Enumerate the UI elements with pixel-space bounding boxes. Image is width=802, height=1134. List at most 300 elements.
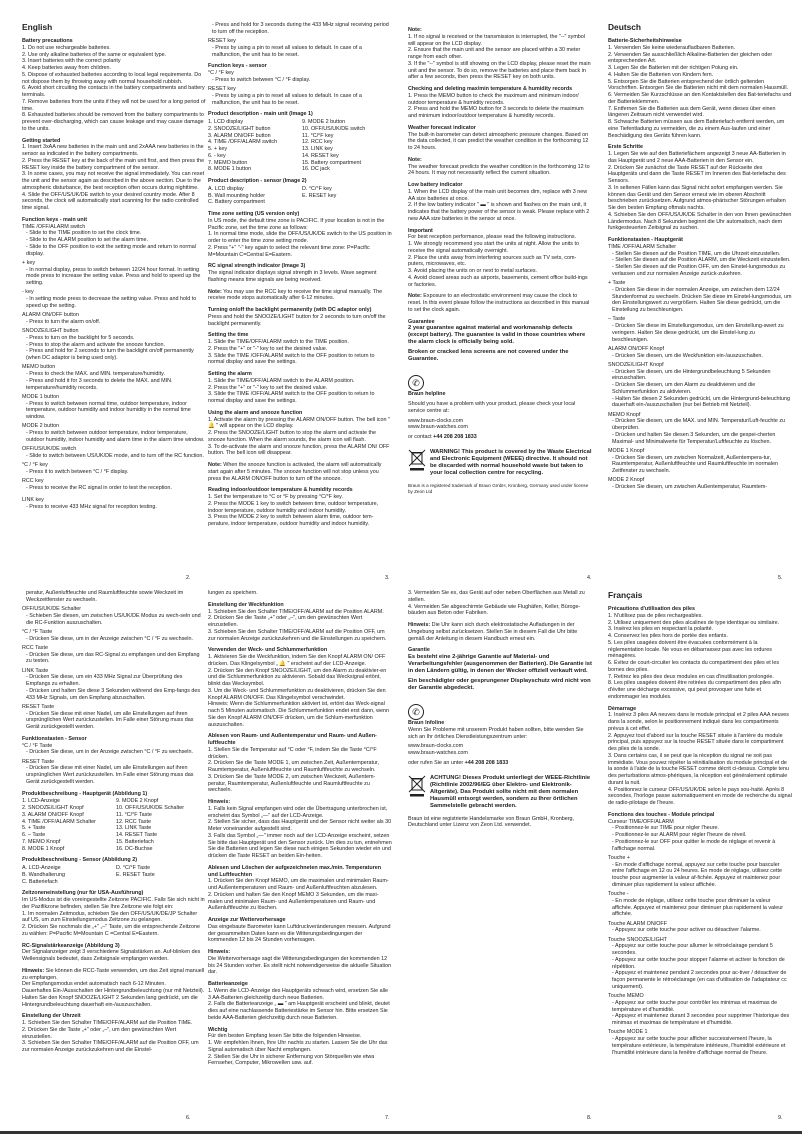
- paragraph: 1. Wir empfehlen Ihnen, Ihre Uhr nachts zu starten. Lassen Sie die Uhr das Signal automatisch über Nacht empfangen.: [208, 1040, 388, 1053]
- parts-list-item: 16. DC-Buchse: [116, 845, 153, 852]
- paragraph: 1. Activate the alarm by pressing the ALARM ON/OFF button. The bell icon " 🔔 " will appear on the LCD display.: [208, 416, 390, 430]
- key-description: - Press and hold for 2 seconds to turn the backlight on/off permanently (when DC adaptor is being used only).: [26, 348, 194, 361]
- page-number: 4.: [587, 575, 592, 581]
- key-description: - Drücken Sie diesen, um die Hintergrundbeleuchtung 5 Sekunden einzuschalten.: [612, 368, 771, 382]
- key-label: Touche MODE 1: [608, 1029, 648, 1036]
- paragraph: 2. Drücken Sie nochmals die „+" „–" Taste, um die entsprechende Zeitzone zu wählen: P=Pacific M=Mountain C =Central E=Eastern.: [22, 924, 200, 937]
- key-description: - Appuyez sur cette touche pour contrôler les minimas et maximas de température et d'humidité.: [612, 999, 778, 1013]
- key-description: - Drücken Sie diese, um ein 433 MHz Signal zur Überprüfung des Empfangs zu erhalten.: [26, 674, 183, 687]
- paragraph: 4. Slide the OFF/US/UK/DE switch to your desired country mode. After 8 seconds, the clock will automatically start scanning for the radio controlled time signal.: [22, 191, 199, 211]
- parts-list-item: D. °C/°F key: [302, 185, 332, 192]
- paragraph: 1. Schieben Sie den Schalter TIME/OFF/ALARM auf die Position ALARM.: [208, 608, 384, 615]
- paragraph: 3. Vermeiden Sie es, das Gerät auf oder neben Oberflächen aus Metall zu stellen.: [408, 590, 585, 603]
- phone-number: +44 208 208 1833: [433, 434, 477, 440]
- section-heading: Einstellung der Uhrzeit: [22, 1013, 81, 1020]
- key-description: - Appuyez et maintenez durant 3 secondes pour supprimer l'historique des minimas et maximas de température et d'humidité.: [612, 1013, 790, 1026]
- key-label: SNOOZE/LIGHT button: [22, 328, 79, 334]
- key-description: - Drücken Sie diese, um in der Anzeige zwischen °C / °F zu wechseln.: [26, 635, 194, 642]
- key-description: - Appuyez sur cette touche pour activer ou désactiver l'alarme.: [612, 927, 761, 934]
- paragraph: 4. Schieben Sie den OFF/US/UK/DE Schalter in den von Ihnen gewünschten Ländermodus. Nach 8 Sekunden beginnt die Uhr automatisch, nach dem funkgesteuerten Zeitsignal zu suchen.: [608, 211, 792, 232]
- note-label: Note:: [408, 293, 422, 300]
- paragraph: 3. Dans certains cas, il se peut que la réception du signal ne soit pas immédiate. Vous pouvez répéter la réinitialisation du module principal et de la sonde à l'aide de la touche RESET comme décrit ci-dessus. Compte tenu des perturbations atmos-phériques, la réception est généralement optimale durant la nuit.: [608, 752, 790, 786]
- parts-list: [208, 119, 392, 173]
- paragraph: 2. Falls die Batterieanzeige „ ▬ " am Hauptgerät erscheint und blinkt, deutet dies auf eine nachlassende Batteriestärke im Sensor hin. Bitte ersetzen Sie beide AAA-Batterien gleichzeitig durch neue Batterien.: [208, 1001, 390, 1021]
- paragraph: 3. Falls das Symbol „—" immer noch auf der LCD-Anzeige erscheint, setzen Sie bitte das Hauptgerät und den Sensor zurück. Um dies zu tun, entnehmen Sie die Batterien und legen Sie diese nach einigen Sekunden wieder ein und drücken die Taste RESET an beiden Ein-heiten.: [208, 832, 392, 859]
- paragraph: 1. Insérez 3 piles AA neuves dans le module principal et 2 piles AAA neuves dans la sonde, selon le positionnement indiqué dans les compartiments prévus à cet effet.: [608, 712, 789, 732]
- bold-notice: Ein beschädigter oder gesprungener Displayschutz wird nicht von der Garantie abgedeckt.: [408, 678, 591, 691]
- paragraph: 1. Do not use rechargeable batteries.: [22, 44, 111, 51]
- parts-list-item: [302, 199, 392, 206]
- paragraph: 1. Press the MEMO button to check the maximum and minimum indoor/ outdoor temperature & humidity records.: [408, 92, 579, 106]
- spacer: [22, 963, 206, 966]
- parts-list-item: B. Wandhalterung: [22, 871, 65, 878]
- key-label: RESET Taste: [22, 758, 55, 765]
- key-description: - Drücken Sie diesen, um die MAX. und MIN. Temperatur/Luft-feuchte zu überprüfen.: [612, 418, 786, 431]
- key-description: - Drücken Sie diesen, um zwischen Außentemperatur, Raumtem-: [612, 484, 768, 490]
- section-heading: Verwenden der Weck- und Schlummerfunktion: [208, 647, 328, 654]
- spacer: [408, 617, 592, 620]
- paragraph: 3. To de-activate the alarm and snooze function, press the ALARM ON/ OFF button. The bell icon will disappear.: [208, 443, 390, 457]
- key-description: - Press to stop the alarm and activate the snooze function.: [26, 341, 166, 348]
- paragraph: Should you have a problem with your product, please check your local service centre at:: [408, 401, 576, 414]
- paragraph: 7. Entfernen Sie die Batterien aus dem Gerät, wenn dieses über einen längeren Zeitraum nicht verwendet wird.: [608, 105, 776, 119]
- phone-number: +44 208 208 1833: [464, 759, 509, 766]
- language-heading: Deutsch: [608, 22, 642, 32]
- note-label: Hinweis:: [408, 622, 431, 628]
- spacer: [408, 288, 592, 291]
- key-label: RESET key: [208, 86, 236, 92]
- key-label: RESET key: [208, 38, 236, 44]
- page-number: 7.: [385, 1115, 390, 1121]
- paragraph: 2. Stellen Sie die Uhr in sicherer Entfernung von Störquellen wie etwa Fernseher, Computer, Mikrowellen usw. auf.: [208, 1053, 375, 1067]
- section-heading: Erste Schritte: [608, 144, 644, 151]
- key-description: - Appuyez sur cette touche pour stopper l'alarme et activer la fonction de répétition.: [612, 956, 785, 970]
- section-heading: Zeitzoneneinstellung (nur für USA-Ausführung): [22, 890, 144, 897]
- section-heading: Checking and deleting max/min temperature & humidity records: [408, 86, 573, 92]
- bold-notice: Es besteht eine 2-jährige Garantie auf Material- und Verarbeitungsfehler (ausgenommen der Batterien). Die Garantie ist in den Ländern gültig, in denen der Wecker offiziell verkauft wird.: [408, 654, 592, 674]
- paragraph: 3. Legen Sie die Batterien mit der richtigen Polung ein.: [608, 65, 739, 71]
- note-text: When the snooze function is activated, the alarm will automatically start again after 5 minutes. The snooze function will not stop unless you press the ALARM ON/OFF button to turn off the snooze.: [208, 462, 382, 482]
- page-number: 8.: [587, 1115, 592, 1121]
- parts-list-item: 7. MEMO Knopf: [22, 838, 61, 845]
- parts-list-item: C. Battery compartment: [208, 199, 265, 206]
- key-label: MODE 2 button: [22, 423, 60, 430]
- paragraph: Für den besten Empfang lesen Sie bitte die folgenden Hinweise.: [208, 1033, 362, 1040]
- key-description: - Positionnez-le sur TIME pour régler l'heure.: [612, 825, 719, 832]
- paragraph: 2. Verwenden Sie ausschließlich Alkaline-Batterien der gleichen oder entsprechenden Art.: [608, 51, 773, 65]
- paragraph: 6. Avoid short circuiting the contacts in the battery compartments and battery terminals.: [22, 85, 205, 98]
- parts-list: [22, 798, 206, 852]
- section-heading: Getting started: [22, 137, 61, 144]
- paragraph: 2. Press the "+" or "-" key to set the desired value.: [208, 345, 328, 352]
- paragraph: 5. Dispose of exhausted batteries according to local legal requirements. Do not dispose them by throwing away with normal household rubbish.: [22, 71, 202, 85]
- phone-icon: ✆: [408, 704, 424, 720]
- paragraph: 1. Wenn die LCD-Anzeige des Hauptgeräts schwach wird, ersetzen Sie alle 3 AA-Batterien gleichzeitig durch neue Batterien.: [208, 987, 388, 1001]
- paragraph: 3. In seltenen Fällen kann das Signal nicht sofort empfangen werden. Sie können das Gerät und den Sensor erneut wie im oberen Abschnitt beschrieben zurücksetzen. Aufgrund atmos-phärischer Störungen erhalten Sie den besten Empfang oftmals nachts.: [608, 184, 786, 211]
- paragraph: 2. Drücken Sie den Knopf SNOOZE/LIGHT, um den Alarm zu deaktivier-en und die Schlummerfunktion zu aktivieren. Sobald das Wecksignal ertönt, blinkt das Wecksymbol.: [208, 667, 387, 687]
- paragraph: Braun ist eine registrierte Handelsmarke von Braun GmbH, Kronberg, Deutschland unter Lizenz von Zeon Ltd. verwendet.: [408, 815, 574, 829]
- paragraph: 5. Les piles usagées doivent être évacuées conformément à la réglementation locale. Ne vous en débarrassez pas avec les ordures ménagères.: [608, 639, 772, 660]
- paragraph: 1. We strongly recommend you start the units at night. Allow the units to receive the signal automatically overnight.: [408, 241, 579, 254]
- section-heading: Product description - sensor (Image 2): [208, 178, 307, 184]
- paragraph: 2. Stellen Sie sicher, dass das Hauptgerät und der Sensor nicht weiter als 30 Meter voneinander aufgestellt sind.: [208, 819, 392, 832]
- paragraph: 3. Insérez les piles en respectant la polarité.: [608, 626, 714, 633]
- paragraph: The built-in barometer can detect atmospheric pressure changes. Based on the data collected, it can predict the weather condition in the forthcoming 12 to 24 hours.: [408, 131, 589, 151]
- key-description: - Press to turn the alarm on/off.: [26, 318, 101, 325]
- section-heading: Setting the time: [208, 332, 249, 339]
- paragraph: 1. Drücken Sie den Knopf MEMO, um die maximalen und minimalen Raum- und Außentemperaturen und Raum- und Außenluftfeuchten abzulesen.: [208, 878, 389, 891]
- paragraph: 3. Schieben Sie den Schalter TIME/OFF/ALARM auf die Position OFF, um zur normalen Anzeige zurückzukehren und die Einstellungen zu speichern.: [208, 628, 387, 642]
- section-heading: Démarrage: [608, 705, 637, 712]
- paragraph: 6. Vermeiden Sie Kurzschlüsse an den Kontaktstellen des Bat-teriefachs und der Batterieklemmen.: [608, 92, 792, 105]
- paragraph: 2. Drücken und halten Sie den Knopf MEMO 3 Sekunden, um die maxi-malen und minimalen Raum- und Außentemperaturen und Raum- und Außenluftfeuchte zu löschen.: [208, 891, 379, 912]
- weee-text: ACHTUNG! Dieses Produkt unterliegt der WEEE-Richtlinie (Richtlinie 2002/96/EG über Elektro- und Elektronik-Altgeräte). Das Produkt sollte nicht mit dem normalen Hausmüll entsorgt werden, sondern zu Ihrer örtlichen Sammelstelle gebracht werden.: [430, 774, 591, 809]
- key-label: Touche ALARM ON/OFF: [608, 920, 668, 927]
- section-heading: Fonctions des touches - Module principal: [608, 811, 715, 818]
- paragraph: For best reception performance, please read the following instructions.: [408, 234, 577, 241]
- paragraph: 2. Press the MODE 1 key to switch between time, outdoor temperature, indoor temperature, outdoor humidity and indoor humidity.: [208, 500, 379, 514]
- note-paragraph: [408, 622, 592, 642]
- spacer: [22, 492, 206, 495]
- note-paragraph: [208, 289, 392, 303]
- key-description: - En mode d'affichage normal, appuyez sur cette touche pour basculer entre l'affichage en 12 ou 24 heures. En mode de réglage, utilisez cette touche pour augmenter la valeur af-fichée. Appuyez et maintenez pour diminuer plus rapidement la valeur affichée.: [612, 861, 782, 888]
- section-heading: Hinweis:: [208, 799, 231, 805]
- paragraph: 3. Um die Weck- und Schlummerfunktion zu deaktivieren, drücken Sie den Knopf ALARM ON/OFF. Das Klingelsymbol verschwindet.: [208, 687, 386, 701]
- paragraph: °C / °F Taste: [22, 742, 53, 749]
- paragraph: 5. Entsorgen Sie die Batterien entsprechend der örtlich geltenden Vorschriften. Entsorgen Sie die Batterien nicht mit dem normalen Hausmüll.: [608, 78, 789, 92]
- parts-list-item: 3. ALARM ON/OFF Knopf: [22, 811, 84, 818]
- paragraph: 1. Im normalen Zeitmodus, schieben Sie den OFF/US/UK/DE/JP Schalter auf US, um zum Einstellungsmodus Zeitzone zu gelangen.: [22, 910, 198, 924]
- section-heading: Reading indoor/outdoor temperature & humidity records: [208, 487, 353, 494]
- key-label: OFF/US/UK/DE switch: [22, 446, 77, 452]
- note-text: Exposure to an electrostatic environment may cause the clock to reset. In this event please follow the instructions as described in this manual to set the clock again.: [408, 293, 590, 313]
- section-heading: Time zone setting (US version only): [208, 211, 300, 217]
- key-description: - In setting mode press to decrease the setting value. Press and hold to speed up the setting.: [26, 296, 197, 309]
- contact-label: oder rufen Sie an unter: [408, 759, 465, 766]
- paragraph: 7. Retirez les piles des deux modules en cas d'inutilisation prolongée.: [608, 673, 774, 680]
- parts-list-item: 15. Batteriefach: [116, 838, 154, 845]
- key-description: - Press by using a pin to reset all values to default. In case of a malfunction, the unit has to be reset.: [212, 92, 362, 106]
- key-description: - Drücken und halten Sie diese 3 Sekunden während des Emp-fangs des 433 MHz Signals, um den Empfang abzuschalten.: [26, 687, 201, 701]
- parts-list-item: 2. SNOOZE/LIGHT Knopf: [22, 805, 84, 811]
- note-label: Note:: [208, 462, 222, 468]
- paragraph: 3. In some cases, you may not receive the signal immediately. You can reset the unit and the sensor again as described in the above section. Due to the atmospheric disturbance, the best reception often occurs during nighttime.: [22, 171, 205, 191]
- weee-warning: [408, 449, 592, 477]
- section-heading: Batterieanzeige: [208, 981, 248, 987]
- key-label: °C / °F key: [22, 462, 48, 468]
- paragraph: 8. Schwache Batterien müssen aus dem Batteriefach entfernt werden, um eine Tiefentladung zu vermeiden, die zu einem Aus-laufen und einer Beschädigung des Geräts führen kann.: [608, 119, 785, 139]
- section-heading: Guarantee: [408, 318, 435, 325]
- parts-list-item: 6. - key: [208, 152, 226, 159]
- parts-list-item: 14. RESET Taste: [116, 832, 158, 838]
- paragraph: Press and hold the SNOOZE/LIGHT button for 2 seconds to turn on/off the backlight permanently.: [208, 313, 386, 327]
- key-description: - En mode de réglage, utilisez cette touche pour diminuer la valeur affichée. Appuyez et maintenez pour diminuer plus rapidement la valeur affichée.: [612, 897, 784, 918]
- paragraph: 4. Conservez les piles hors de portée des enfants.: [608, 633, 728, 639]
- parts-list-item: 16. DC jack: [302, 166, 330, 173]
- parts-list-item: E. RESET Taste: [116, 871, 155, 878]
- note-label: Hinweis:: [22, 967, 45, 974]
- key-label: - key: [22, 289, 34, 296]
- section-heading: Funktionstasten - Hauptgerät: [608, 237, 683, 243]
- bold-notice: Broken or cracked lens screens are not covered under the Guarantee.: [408, 349, 569, 363]
- key-description: - Slide to the TIME position to set the clock time.: [26, 230, 142, 237]
- paragraph: 3. Drücken Sie die Taste MODE 2, um zwischen Weckzeit, Außentem-peratur, Raumtemperatur, Außenluftfeuchte und Raumluftfeuchte zu wechseln.: [208, 773, 376, 794]
- paragraph: 3. Press the MODE 2 key to switch between alarm time, outdoor tem-perature, indoor temperature, outdoor humidity and indoor humidity.: [208, 514, 374, 527]
- paragraph: Halten Sie den Knopf SNOOZE/LIGHT 2 Sekunden lang gedrückt, um die Hintergrundbeleuchtung dauerhaft ein-/auszuschalten.: [22, 994, 198, 1008]
- page-number: 6.: [186, 1115, 191, 1121]
- key-description: - Drücken Sie diese im Einstellungsmodus, um den Einstellung-swert zu veringern. Halten Sie diese gedrückt, um die Einstel-lung zu beschleunigen.: [612, 323, 784, 343]
- contact-line: [408, 434, 592, 441]
- parts-list-item: 15. Battery compartment: [302, 159, 362, 166]
- paragraph: The weather forecast predicts the weather condition in the forthcoming 12 to 24 hours. It may not necessarily reflect the current situation.: [408, 163, 590, 177]
- parts-list-item: 10. OFF/US/UK/DE switch: [302, 125, 366, 132]
- note-text: You may use the RCC key to receive the time signal manually. The receive mode stops automatically after 6-12 minutes.: [208, 288, 383, 302]
- helpline-heading: Braun Infoline: [408, 720, 445, 726]
- key-description: - Appuyez sur cette touche pour allumer le rétroéclairage pendant 5 secondes.: [612, 943, 773, 956]
- paragraph: 2. Drücken Sie die Taste „+" oder „–", um den gewünschten Wert einzustellen.: [22, 1026, 177, 1040]
- section-heading: RC signal strength indicator (Image 3): [208, 263, 306, 270]
- key-description: - Stellen Sie diesen auf die Position OFF, um den Einstel-lungsmodus zu verlassen und zur normalen Anzeige zurück-zukehren.: [612, 264, 786, 277]
- parts-list-item: C. Batteriefach: [22, 878, 58, 885]
- paragraph: Der Empfangsmodus endet automatisch nach 6-12 Minuten.: [22, 981, 166, 988]
- key-description: - Drücken Sie diese, um in der Anzeige zwischen °C / °F zu wechseln.: [26, 749, 194, 756]
- paragraph: www.braun-watches.com: [408, 424, 468, 431]
- key-description: - Slide to switch between US/UK/DE mode, and to turn off the RC function.: [26, 452, 204, 459]
- paragraph: 2. Press the SNOOZE/LIGHT button to stop the alarm and activate the snooze function. When the alarm sounds, the alarm icon will flash.: [208, 430, 376, 443]
- key-description: - In normal display, press to switch between 12/24 hour format. In setting mode press to increase the setting value. Press and hold to speed up the setting.: [26, 266, 201, 286]
- parts-list-item: 5. + key: [208, 146, 228, 152]
- parts-list-item: 12. RCC key: [302, 139, 333, 146]
- section-heading: Using the alarm and snooze function: [208, 409, 303, 416]
- key-description: - Press and hold it for 3 seconds to delete the MAX. and MIN. temperature/humidity records.: [26, 377, 173, 391]
- key-label: Touche SNOOZE/LIGHT: [608, 936, 668, 943]
- paragraph: 2. Use only alkaline batteries of the same or equivalent type.: [22, 51, 167, 58]
- note-paragraph: [408, 293, 592, 313]
- language-heading: Français: [608, 590, 643, 600]
- parts-list-item: B. Wall mounting holder: [208, 192, 266, 199]
- section-heading: Ablesen und Löschen der aufgezeichneten max./min. Temperaturen und Luftfeuchten: [208, 864, 382, 878]
- parts-list-item: 8. MODE 1 Knopf: [22, 845, 65, 852]
- paragraph: lungen zu speichern.: [208, 590, 258, 596]
- parts-list-item: 14. RESET key: [302, 152, 339, 159]
- section-heading: Wichtig: [208, 1026, 228, 1033]
- key-label: ALARM ON/OFF button: [22, 312, 79, 318]
- parts-list-item: 5. + Taste: [22, 825, 46, 832]
- page-5: [608, 22, 792, 491]
- paragraph: 6. Évitez de court-circuiter les contacts du compartiment des piles et les bornes des piles.: [608, 660, 780, 673]
- parts-list-item: 1. LCD-Anzeige: [22, 798, 61, 805]
- key-description: - Press it to switch between °C / °F display.: [26, 468, 129, 475]
- paragraph: 1. Aktivieren Sie die Weckfunktion, indem Sie den Knopf ALARM ON/ OFF drücken. Das Klingelsymbol „ 🔔 " erscheint auf der LCD-Anzeige.: [208, 654, 386, 667]
- parts-list-item: 8. MODE 1 button: [208, 166, 252, 173]
- paragraph: 3. Insert batteries with the correct polarity: [22, 58, 121, 65]
- key-description: - Press to switch between °C / °F display.: [212, 76, 311, 83]
- section-heading: Produktbeschreibung - Sensor (Abbildung 2): [22, 857, 138, 864]
- key-label: LINK Taste: [22, 667, 49, 674]
- section-heading: Battery precautions: [22, 38, 73, 44]
- paragraph: www.braun-clocks.com: [408, 743, 464, 750]
- note-text: Sie können die RCC-Taste verwenden, um das Zeit signal manuell zu empfangen.: [22, 967, 205, 981]
- parts-list-item: A. LCD-Anzeige: [22, 865, 61, 871]
- key-label: Touche +: [608, 854, 631, 861]
- key-description: - Positionnez-le sur OFF pour quitter le mode de réglage et revenir à l'affichage normal.: [612, 838, 776, 852]
- key-description: - Drücken Sie diesen, um zwischen Normalzeit, Außentempera-tur, Raumtemperatur, Außenluftfeuchte und Raumluftfeuchte im normalen Zeitfenster zu wechseln.: [612, 454, 779, 474]
- key-description: - Press to turn on the backlight for 5 seconds.: [26, 334, 135, 341]
- paragraph: 3. Slide the TIME /OFF/ALARM switch to the OFF position to return to normal display and save the settings.: [208, 391, 375, 404]
- section-heading: Batterie-Sicherheitshinweise: [608, 38, 682, 44]
- page-number: 5.: [778, 575, 783, 581]
- key-description: - Drücken Sie diese mit einer Nadel, um alle Einstellungen auf ihren ursprünglichen Wert zurückzustellen. Im Falle einer Störung muss das Gerät zurückgestellt werden.: [26, 765, 194, 785]
- paragraph: Dauerhaftes Ein-/Ausschalten der Hintergrundbeleuchtung (nur mit Netzteil).: [22, 988, 205, 994]
- paragraph: 1. N'utilisez pas de piles rechargeables.: [608, 612, 703, 619]
- parts-list-item: E. RESET key: [302, 192, 337, 199]
- paragraph: 1. If no signal is received or the transmission is interrupted, the "--" symbol will appear on the LCD display.: [408, 33, 586, 47]
- paragraph: 3. If the "--" symbol is still showing on the LCD display, please reset the main unit and the sensor. To do so, remove the batteries and place them back in after a few seconds, then press the RESET key on both units.: [408, 60, 591, 81]
- key-description: - Press to receive the RC signal in order to test the reception.: [26, 484, 172, 491]
- key-label: LINK key: [22, 497, 44, 503]
- key-label: MODE 1 button: [22, 393, 60, 400]
- key-label: ALARM ON/OFF Knopf: [608, 345, 665, 352]
- note-text: Die Uhr kann sich durch elektrostatische Aufladungen in der Umgebung selbst zurücksetzen. Stellen Sie in diesem Fall die Uhr bitte gemäß der Anleitung in diesem Handbuch erneut ein.: [408, 622, 578, 642]
- section-heading: Ablesen von Raum- und Außentemperatur und Raum- und Außen-luftfeuchte: [208, 733, 377, 746]
- paragraph: 2. Drücken Sie zunächst die Taste RESET auf der Rückseite des Hauptgeräts und dann die Taste RESET im Inneren des Bat-teriefachs des Sensors.: [608, 164, 786, 184]
- section-heading: Produktbeschreibung - Hauptgerät (Abbildung 1): [22, 790, 148, 797]
- key-description: - Appuyez et maintenez pendant 2 secondes pour ac-tiver / désactiver de façon permanente le rétroéclairage (en cas d'utilisation de l'adaptateur cc uniquement).: [612, 970, 787, 990]
- paragraph: 1. Set the temperature to °C or °F by pressing °C/°F key.: [208, 494, 343, 500]
- paragraph: 3. Schieben Sie den Schalter TIME/OFF/ALARM auf die Position OFF, um zur normalen Anzeige zurückzukehren und die Einstel-: [22, 1040, 199, 1053]
- parts-list-item: 1. LCD display: [208, 119, 244, 125]
- paragraph: 8. Exhausted batteries should be removed from the battery compartments to prevent over-discharging, which can cause leakage and may cause damage to the units.: [22, 112, 204, 132]
- paragraph: 2. Press and hold the MEMO button for 3 seconds to delete the maximum and minimum indoor/outdoor temperature & humidity records.: [408, 106, 584, 119]
- page-2: [22, 22, 206, 511]
- paragraph: 1. Stellen Sie die Temperatur auf °C oder °F, indem Sie die Taste °C/°F drücken.: [208, 746, 377, 760]
- key-label: + Taste: [608, 280, 626, 286]
- parts-list-item: 7. MEMO button: [208, 159, 248, 166]
- section-heading: Low battery indicator: [408, 182, 463, 188]
- key-description: - Drücken Sie diesen, um den Alarm zu deaktivieren und die Schlummerfunktion zu aktivieren.: [612, 382, 756, 395]
- section-heading: Setting the alarm: [208, 371, 252, 377]
- parts-list-item: 10. OFF/US/UK/DE Schalter: [116, 805, 185, 811]
- paragraph: www.braun-watches.com: [408, 750, 468, 756]
- key-description: - Schieben Sie diesen, um zwischen US/UK/DE Modus zu wech-seln und die RC-Funktion auszuschalten.: [26, 612, 201, 626]
- key-description: peratur, Außenluftfeuchte und Raumluftfeuchte sowie Weckzeit im Weckzeitfenster zu wechseln.: [26, 590, 184, 603]
- parts-list-item: 4. TIME /OFF/ALARM switch: [208, 139, 278, 146]
- paragraph: 7. Remove batteries from the units if they will not be used for a long period of time.: [22, 98, 206, 112]
- paragraph: 2. Appuyez tout d'abord sur la touche RESET située à l'arrière du module principal, puis appuyez sur la touche RESET située dans le compartiment des piles de la sonde.: [608, 732, 784, 752]
- section-heading: Weather forecast indicator: [408, 124, 476, 131]
- paragraph: 2. If the low battery indicator " ▬ " is shown and flashes on the main unit, it indicates that the battery power of the sensor is weak. Please replace with 2 new AAA size batteries in the sensor at once.: [408, 202, 590, 222]
- paragraph: 1. Legen Sie wie auf den Batteriefächern angezeigt 3 neue AA-Batterien in das Hauptgerät und 2 neue AAA-Batterien in den Sensor ein.: [608, 151, 786, 164]
- crossed-bin-icon: [408, 775, 426, 800]
- paragraph: °C / °F key: [208, 70, 234, 76]
- key-description: - Stellen Sie diesen auf die Position TIME, um die Uhrzeit einzustellen.: [612, 250, 781, 257]
- paragraph: 1. In normal time mode, slide the OFF/US/UK/DE switch to the US position in order to enter the time zone setting mode.: [208, 231, 392, 244]
- paragraph: Hinweis: Wenn die Schlummerfunktion aktiviert ist, ertönt das Weck-signal nach 5 Minuten automatisch. Die Schlummerfunktion endet erst dann, wenn Sie den Knopf ALARM ON/OFF drücken, um die Schlum-merfunktion auszuschalten.: [208, 701, 389, 728]
- bold-notice: 2 year guarantee against material and workmanship defects (except battery). The guarantee is valid in those countries where the alarm clock is officially being sold.: [408, 325, 586, 346]
- paragraph: 2. Utilisez uniquement des piles alcalines de type identique ou similaire.: [608, 619, 780, 626]
- paragraph: 2. Ensure that the main unit and the sensor are placed within a 30 meter range from each other.: [408, 47, 581, 60]
- paragraph: 2. Press "+" "-" key again to select the relevant time zone: P=Pacific M=Mountain C=Central E=Eastern.: [208, 244, 370, 258]
- section-heading: Turning on/off the backlight permanently (with DC adaptor only): [208, 307, 372, 313]
- key-label: MEMO Knopf: [608, 411, 641, 418]
- section-heading: RC-Signalstärkeanzeige (Abbildung 3): [22, 942, 120, 949]
- paragraph: 4. Halten Sie die Batterien von Kindern fern.: [608, 71, 714, 78]
- trademark-note: Braun is a registered trademark of Braun GmbH, Kronberg, Germany used under license by Zeon Ltd: [408, 482, 589, 494]
- paragraph: TIME /OFF/ALARM switch: [22, 223, 86, 230]
- paragraph: 1. Schieben Sie den Schalter TIME/OFF/ALARM auf die Position TIME.: [22, 1020, 193, 1026]
- section-heading: Anzeige zur Wettervorhersage: [208, 917, 286, 923]
- key-description: - Press to switch between normal time, outdoor temperature, indoor temperature, outdoor humidity and indoor humidity in the normal time window.: [26, 400, 191, 420]
- section-heading: Précautions d'utilisation des piles: [608, 606, 695, 612]
- parts-list-item: 4. TIME /OFF/ALARM Schalter: [22, 818, 96, 825]
- key-description: - Drücken und halten Sie diesen 3 Sekunden, um die gespei-cherten Maximal- und Minimalwerte für Temperatur/Luftfeuchte zu löschen.: [612, 431, 776, 445]
- paragraph: 4. Avoid closed areas such as airports, basements, cement office build-ings or factories.: [408, 274, 588, 288]
- parts-list: [208, 186, 392, 206]
- paragraph: 1. Slide the TIME/OFF/ALARM switch to the ALARM position.: [208, 377, 355, 384]
- key-label: SNOOZE/LIGHT Knopf: [608, 361, 664, 368]
- paragraph: In US mode, the default time zone is PACIFIC. If your location is not in the Pacific zone, set the time zone as follows:: [208, 217, 385, 231]
- page-number: 3.: [385, 575, 390, 581]
- paragraph: TIME /OFF/ALARM Schalter: [608, 243, 676, 250]
- key-label: °C / °F Taste: [22, 628, 53, 635]
- paragraph: 3. Avoid placing the units on or next to metal surfaces.: [408, 268, 538, 274]
- section-heading: Function keys - sensor: [208, 63, 267, 70]
- key-label: Touche -: [608, 891, 629, 897]
- parts-list-item: 11. °C/°F key: [302, 132, 334, 139]
- paragraph: 8. Les piles usagées doivent être retirées du compartiment des piles afin d'éviter une décharge excessive, qui peut provoquer une fuite et endommager les modules.: [608, 680, 781, 700]
- parts-list-item: 2. SNOOZE/LIGHT button: [208, 125, 271, 132]
- section-heading: Einstellung der Weckfunktion: [208, 601, 284, 608]
- contact-label: or contact: [408, 434, 434, 440]
- parts-list: [22, 865, 206, 885]
- page-6: [22, 590, 206, 1054]
- page-9: [608, 590, 792, 1056]
- paragraph: 4. Positionnez le curseur OFF/US/UK/DE selon le pays sou-haité. Après 8 secondes, l'horloge passe automatiquement en mode de recherche du signal de radio-pilotage de l'heure.: [608, 786, 792, 806]
- section-heading: Funktionstasten - Sensor: [22, 735, 87, 742]
- paragraph: Der Signalanzeiger zeigt 3 verschiedene Signalstärken an. Auf-blinken des Wellensignals bedeutet, dass Zeitsignale empfangen werden.: [22, 949, 201, 962]
- parts-list-item: D. °C/°F Taste: [116, 865, 151, 871]
- weee-text: WARNING! This product is covered by the Waste Electrical and Electronic Equipment (WEEE) directive. It should not be discarded with normal household waste but taken to your local collection centre for recycling.: [430, 448, 592, 476]
- key-label: + key: [22, 259, 36, 266]
- key-description: - Stellen Sie diesen auf die Position ALARM, um die Weckzeit einzustellen.: [612, 257, 791, 264]
- section-heading: Note:: [408, 27, 422, 33]
- paragraph: 4. Keep batteries away from children.: [22, 65, 111, 71]
- note-label: Note:: [208, 288, 222, 295]
- key-label: RCC key: [22, 478, 44, 484]
- paragraph: Wenn Sie Probleme mit unserem Produkt haben sollten, bitte wenden Sie sich an Ihr örtliches Dienstleistungszentrum unter:: [408, 726, 584, 740]
- section-heading: Product description - main unit (Image 1): [208, 111, 313, 118]
- key-description: - Halten Sie diesen 2 Sekunden gedrückt, um die Hintergrund-beleuchtung dauerhaft ein-/auszuschalten (nur bei Betrieb mit Netzteil).: [612, 395, 791, 409]
- paragraph: 4. Vermeiden Sie abgeschirmte Gebäude wie Flughäfen, Keller, Büroge-bäuden aus Beton oder Fabriken.: [408, 603, 581, 617]
- key-label: – Taste: [608, 316, 626, 323]
- key-label: MODE 2 Knopf: [608, 477, 645, 484]
- section-heading: Note:: [408, 156, 422, 163]
- key-description: - Appuyez sur cette touche pour afficher successivement l'heure, la température extérieure, la température intérieure, l'humidité extérieure et l'humidité intérieure dans la fenêtre d'affichage normal de l'heure.: [612, 1036, 786, 1056]
- paragraph: www.braun-clocks.com: [408, 417, 464, 424]
- key-description: - Press to check the MAX. and MIN. temperature/humidity.: [26, 371, 165, 377]
- page-number: 9.: [778, 1115, 783, 1121]
- paragraph: 1. When the LCD display of the main unit becomes dim, replace with 3 new AA size batteries at once.: [408, 188, 588, 202]
- paragraph: 2. Drücken Sie die Taste „+" oder „–", um den gewünschten Wert einzustellen.: [208, 615, 363, 628]
- key-description: - Drücken Sie diese, um das RC-Signal zu empfangen und den Empfang zu testen.: [26, 651, 200, 665]
- parts-list-item: 11. °C/°F Taste: [116, 811, 152, 818]
- parts-list-item: 13. LINK key: [302, 146, 333, 152]
- key-description: - Slide to the OFF position to exit the setting mode and return to normal display.: [26, 243, 196, 257]
- section-heading: Garantie: [408, 647, 430, 654]
- parts-list-item: A. LCD display: [208, 185, 244, 192]
- page-8: [408, 590, 592, 829]
- weee-warning: [408, 775, 592, 810]
